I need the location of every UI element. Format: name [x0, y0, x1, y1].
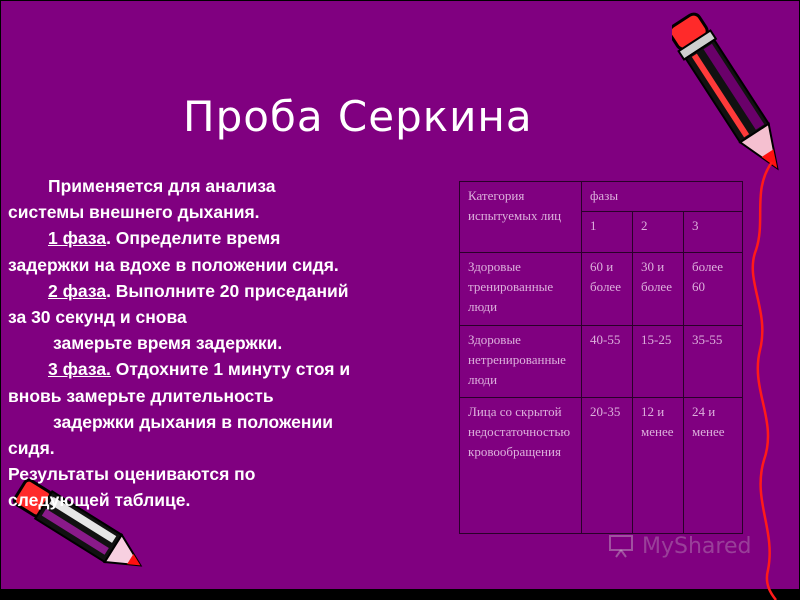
header-phases: фазы	[582, 182, 743, 212]
table-header-row	[460, 182, 743, 212]
row-value: 15-25	[633, 326, 684, 398]
body-line	[8, 225, 448, 251]
body-line: системы внешнего дыхания.	[8, 202, 260, 223]
body-line-rest: . Определите время	[106, 228, 281, 249]
table-row	[460, 398, 743, 534]
slide-title: Проба Серкина	[183, 92, 533, 141]
phase-1-label: 1 фаза	[48, 228, 107, 249]
row-value: 20-35	[582, 398, 633, 534]
body-line: задержки на вдохе в положении сидя.	[8, 254, 339, 275]
table-row	[460, 326, 743, 398]
row-category: Здоровые нетренированные люди	[460, 326, 582, 398]
body-line: Результаты оцениваются по	[8, 464, 256, 485]
row-value: 30 и более	[633, 253, 684, 326]
row-value: более 60	[684, 253, 743, 326]
body-line: замерьте время задержки.	[53, 333, 283, 354]
body-line-rest: Отдохните 1 минуту стоя и	[110, 359, 351, 380]
phase-number: 1	[582, 212, 633, 253]
body-line-rest: . Выполните 20 приседаний	[106, 280, 349, 301]
phase-2-label: 2 фаза	[48, 280, 107, 301]
row-value: 35-55	[684, 326, 743, 398]
body-line: сидя.	[8, 438, 55, 459]
row-value: 12 и менее	[633, 398, 684, 534]
row-category: Здоровые тренированные люди	[460, 253, 582, 326]
body-line: задержки дыхания в положении	[53, 411, 333, 432]
phase-number: 3	[684, 212, 743, 253]
description-text	[8, 173, 448, 514]
table-row	[460, 253, 743, 326]
body-line	[8, 278, 448, 304]
phase-3-label: 3 фаза.	[48, 359, 111, 380]
watermark	[608, 534, 751, 559]
row-value: 60 и более	[582, 253, 633, 326]
body-line: за 30 секунд и снова	[8, 307, 187, 328]
watermark-text: MyShared	[642, 534, 752, 559]
body-line: вновь замерьте длительность	[8, 385, 274, 406]
body-line: Применяется для анализа	[48, 176, 276, 196]
header-category: Категория испытуемых лиц	[460, 182, 582, 253]
row-value: 40-55	[582, 326, 633, 398]
row-category: Лица со скрытой недостаточностью кровообращения	[460, 398, 582, 534]
body-line: следующей таблице.	[8, 490, 191, 511]
body-line	[8, 356, 448, 382]
phase-number: 2	[633, 212, 684, 253]
presentation-icon	[608, 534, 634, 558]
row-value: 24 и менее	[684, 398, 743, 534]
results-table	[459, 181, 743, 534]
